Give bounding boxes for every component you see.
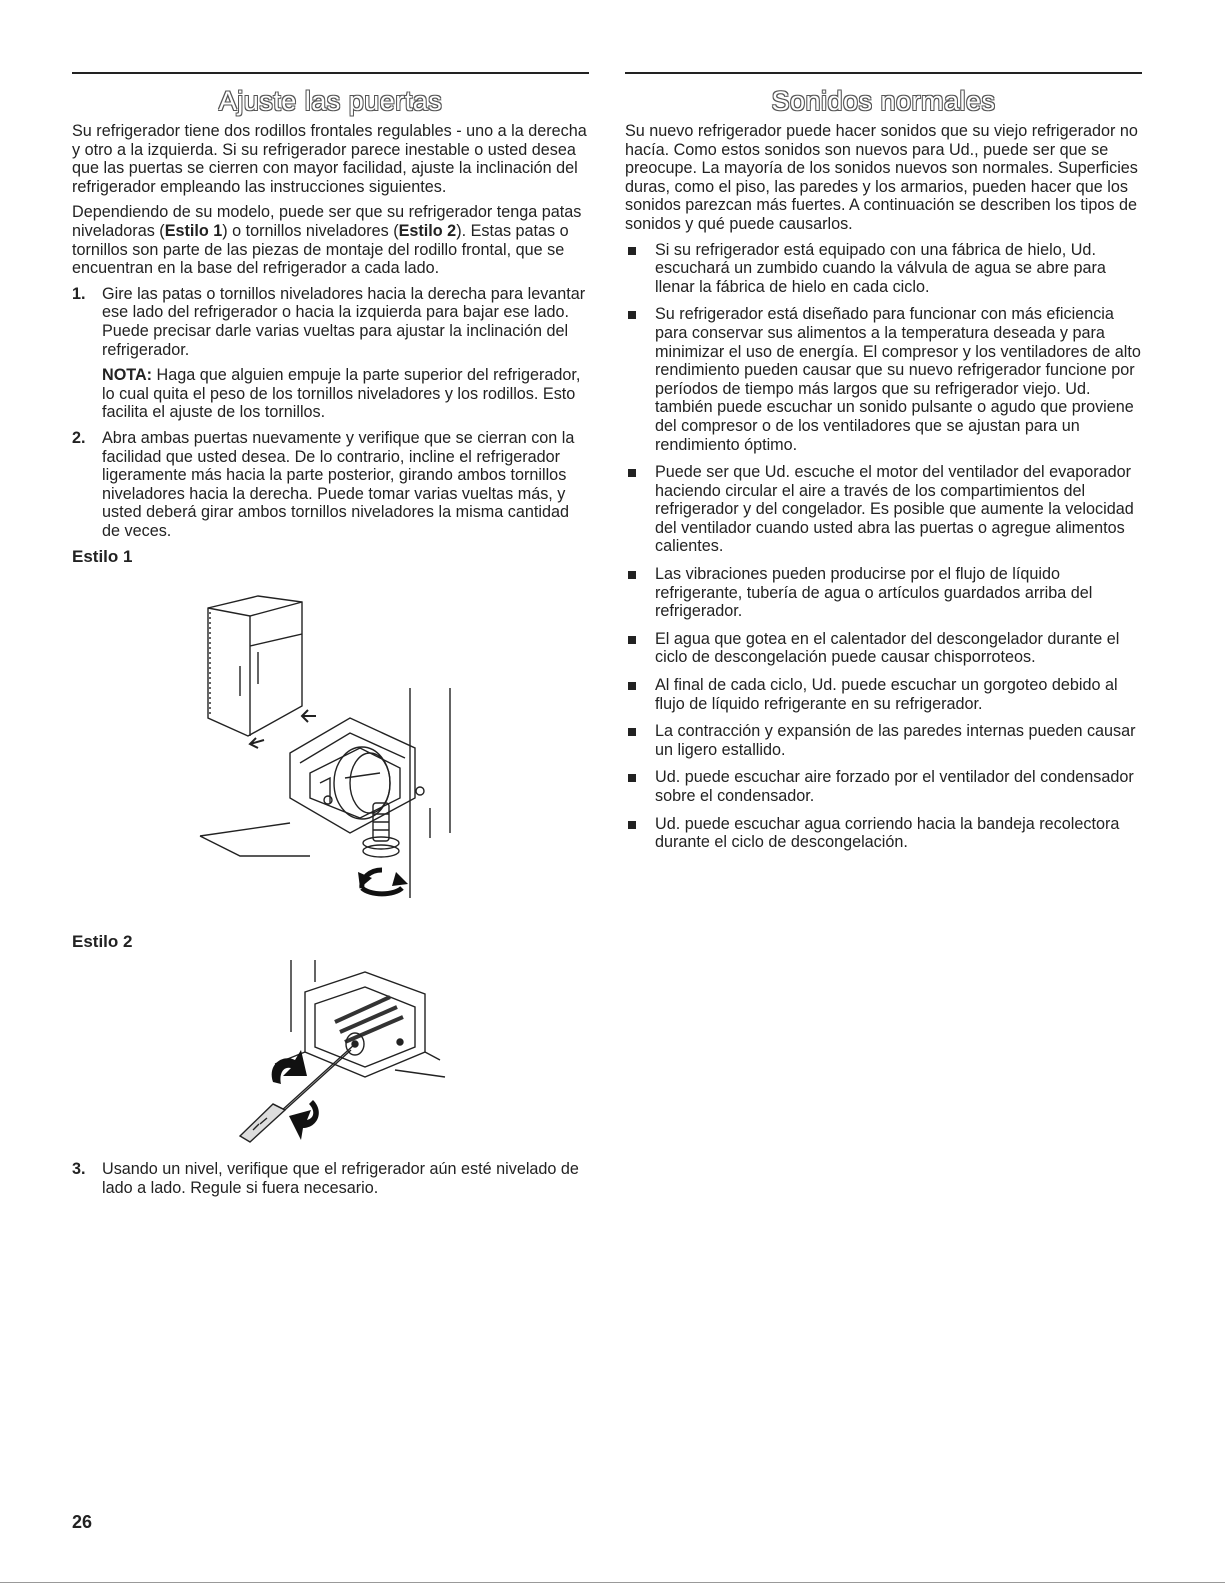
list-item	[625, 463, 1142, 556]
section-rule	[72, 72, 589, 74]
style2-ref: Estilo 2	[398, 221, 457, 240]
step-number: 2.	[72, 428, 86, 447]
model-paragraph	[72, 203, 589, 277]
list-item-text: La contracción y expansión de las paredes internas pueden causar un ligero estallido.	[655, 722, 1136, 759]
page-bottom-rule	[0, 1582, 1225, 1583]
section-rule	[625, 72, 1142, 74]
bullet-icon	[628, 571, 636, 579]
list-item	[625, 722, 1142, 759]
step-text: Gire las patas o tornillos niveladores hacia la derecha para levantar ese lado del refrigerador o hacia la izquierda para bajar ese lado. Puede precisar darle varias vueltas para ajustar la inclinación del refrigerador.	[102, 284, 586, 359]
bullet-icon	[628, 247, 636, 255]
style1-ref: Estilo 1	[164, 221, 223, 240]
text-fragment: ). Estas patas o tornillos son parte de las piezas de montaje del rodillo frontal, que se encuentran en la base del refrigerador a cada lado.	[72, 221, 569, 278]
leveling-screw-illustration	[155, 952, 455, 1150]
step-number: 3.	[72, 1160, 86, 1178]
step-3	[72, 1160, 589, 1204]
note-text: Haga que alguien empuje la parte superior del refrigerador, lo cual quita el peso de los tornillos niveladores y los rodillos. Esto facilita el ajuste de los tornillos.	[102, 366, 581, 422]
note	[102, 366, 589, 422]
sounds-list	[625, 241, 1142, 852]
list-item-text: Su refrigerador está diseñado para funcionar con más eficiencia para conservar sus alimentos a la temperatura deseada y para minimizar el uso de energía. El compresor y los ventiladores de alto rendimiento pueden causar que su nuevo refrigerador funcione por períodos de tiempo más largos que su refrigerador viejo. Ud. también puede escuchar un sonido pulsante o agudo que proviene del compresor o de los ventiladores que se ajustan para un rendimiento óptimo.	[655, 305, 1141, 454]
style2-label: Estilo 2	[72, 932, 133, 951]
bullet-icon	[628, 774, 636, 782]
list-item	[625, 565, 1142, 621]
list-item	[625, 305, 1142, 454]
bullet-icon	[628, 821, 636, 829]
bullet-icon	[628, 636, 636, 644]
bullet-icon	[628, 682, 636, 690]
step-text: Usando un nivel, verifique que el refrigerador aún esté nivelado de lado a lado. Regule si fuera necesario.	[102, 1160, 579, 1197]
note-label: NOTA:	[102, 366, 153, 385]
list-item-text: El agua que gotea en el calentador del descongelador durante el ciclo de descongelación puede causar chisporroteos.	[655, 629, 1120, 667]
text-fragment: ) o tornillos niveladores (	[222, 221, 399, 240]
list-item-text: Las vibraciones pueden producirse por el flujo de líquido refrigerante, tubería de agua o artículos guardados arriba del refrigerador.	[655, 565, 1093, 621]
list-item-text: Puede ser que Ud. escuche el motor del ventilador del evaporador haciendo circular el aire a través de los compartimientos del refrigerador y del congelador. Es posible que aumente la velocidad del ventilador cuando usted abra las puertas o agregue alimentos calientes.	[655, 463, 1134, 556]
list-item	[625, 241, 1142, 297]
intro-paragraph: Su refrigerador tiene dos rodillos frontales regulables - uno a la derecha y otro a la izquierda. Si su refrigerador parece inestable o usted desea que las puertas se cierren con mayor facilidad, ajuste la inclinación del refrigerador empleando las instrucciones siguientes.	[72, 122, 587, 196]
right-column	[625, 72, 1142, 861]
step-number: 1.	[72, 284, 86, 303]
list-item	[625, 676, 1142, 713]
list-item	[625, 815, 1142, 852]
text-fragment: Dependiendo de su modelo, puede ser que su refrigerador tenga patas niveladoras (	[72, 203, 582, 240]
step-1	[72, 285, 589, 422]
leveling-leg-illustration	[130, 588, 460, 918]
page-number: 26	[72, 1512, 93, 1532]
step-2	[72, 429, 589, 541]
bullet-icon	[628, 728, 636, 736]
list-item-text: Al final de cada ciclo, Ud. puede escuchar un gorgoteo debido al flujo de líquido refrigerante en su refrigerador.	[655, 676, 1118, 713]
list-item-text: Ud. puede escuchar aire forzado por el ventilador del condensador sobre el condensador.	[655, 768, 1134, 805]
section-heading-doors: Ajuste las puertas	[218, 86, 443, 116]
list-item	[625, 630, 1142, 667]
list-item-text: Si su refrigerador está equipado con una fábrica de hielo, Ud. escuchará un zumbido cuando la válvula de agua se abre para llenar la fábrica de hielo en cada ciclo.	[655, 240, 1106, 296]
sounds-intro: Su nuevo refrigerador puede hacer sonidos que su viejo refrigerador no hacía. Como estos sonidos son nuevos para Ud., puede ser que se preocupe. La mayoría de los sonidos nuevos son normales. Superficies duras, como el piso, las paredes y los armarios, pueden hacer que los sonidos parezcan más fuertes. A continuación se describen los tipos de sonidos y qué puede causarlos.	[625, 122, 1138, 233]
section-heading-sounds: Sonidos normales	[771, 86, 996, 116]
list-item-text: Ud. puede escuchar agua corriendo hacia la bandeja recolectora durante el ciclo de descongelación.	[655, 814, 1120, 852]
list-item	[625, 768, 1142, 805]
step-text: Abra ambas puertas nuevamente y verifique que se cierran con la facilidad que usted desea. De lo contrario, incline el refrigerador ligeramente más hacia la parte posterior, girando ambos tornillos niveladores hacia la derecha. Puede tomar varias vueltas más, y usted deberá girar ambos tornillos niveladores la misma cantidad de veces.	[102, 428, 575, 540]
bullet-icon	[628, 469, 636, 477]
style1-label: Estilo 1	[72, 547, 133, 567]
bullet-icon	[628, 311, 636, 319]
left-column	[72, 72, 589, 567]
